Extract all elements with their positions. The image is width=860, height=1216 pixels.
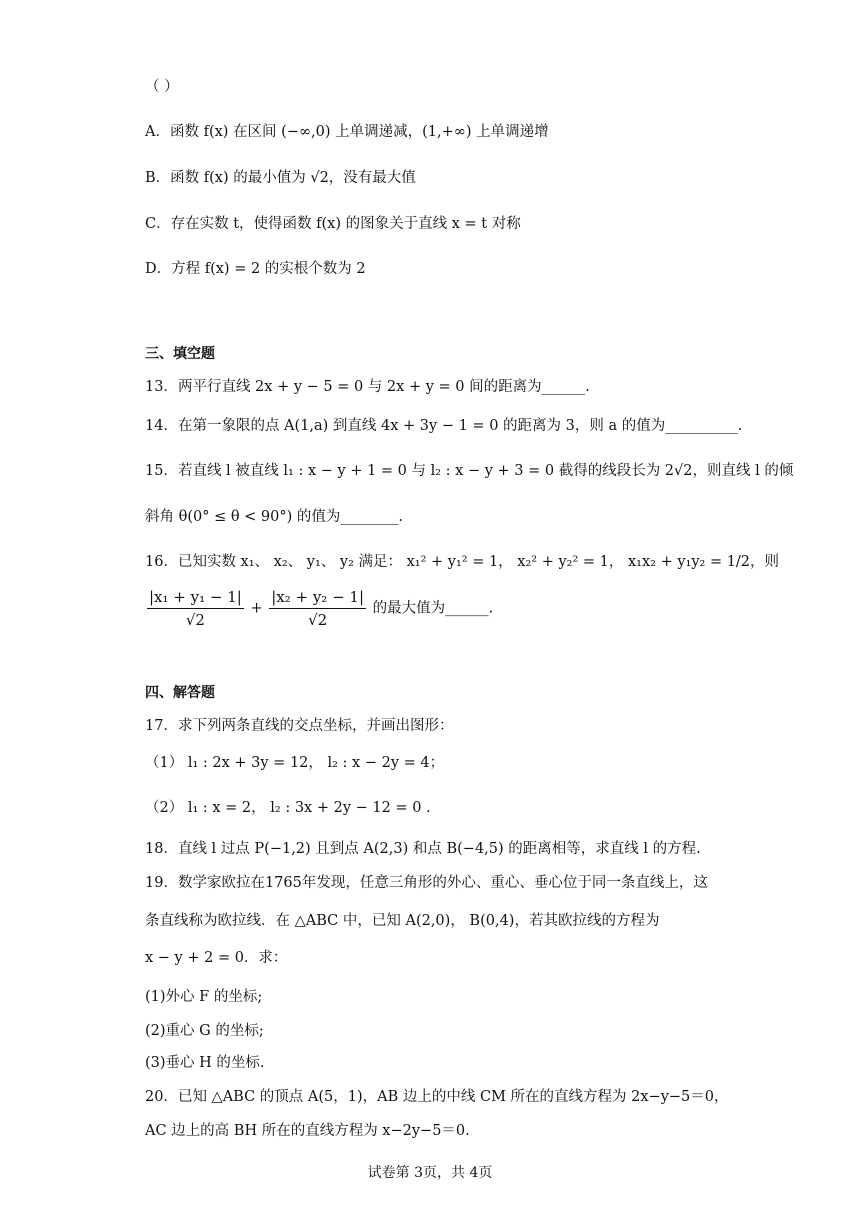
question-14: 14．在第一象限的点 A(1,a) 到直线 4x + 3y − 1 = 0 的距离为 3，则 a 的值为__________. [145,418,743,434]
fraction-1-numerator: |x₁ + y₁ − 1| [147,586,244,609]
question-13: 13．两平行直线 2x + y − 5 = 0 与 2x + y = 0 间的距离为______. [145,379,590,395]
option-d: D．方程 f(x) = 2 的实根个数为 2 [145,261,366,277]
answer-bracket: （ ） [145,79,179,95]
question-19-line1: 19．数学家欧拉在1765年发现，任意三角形的外心、重心、垂心位于同一条直线上，这 [145,875,708,891]
question-17-part1: （1） l₁ : 2x + 3y = 12， l₂ : x − 2y = 4； [145,755,445,771]
fraction-2-denominator: √2 [308,611,328,629]
question-16-line1: 16．已知实数 x₁、 x₂、 y₁、 y₂ 满足： x₁² + y₁² = 1， x₂² + y₂² = 1， x₁x₂ + y₁y₂ = 1/2，则 [145,554,780,570]
question-20-line2: AC 边上的高 BH 所在的直线方程为 x−2y−5＝0. [145,1123,470,1139]
question-19-line2: 条直线称为欧拉线．在 △ABC 中，已知 A(2,0)， B(0,4)，若其欧拉线的方程为 [145,913,660,929]
question-19-part2: (2)重心 G 的坐标; [145,1023,264,1039]
question-16-line2 [145,586,493,631]
option-b: B．函数 f(x) 的最小值为 √2，没有最大值 [145,170,416,186]
question-20-line1: 20．已知 △ABC 的顶点 A(5，1)，AB 边上的中线 CM 所在的直线方程为 2x−y−5＝0， [145,1089,729,1105]
fraction-2-numerator: |x₂ + y₂ − 1| [269,586,366,609]
question-15-line1: 15．若直线 l 被直线 l₁ : x − y + 1 = 0 与 l₂ : x − y + 3 = 0 截得的线段长为 2√2，则直线 l 的倾 [145,463,794,479]
option-c: C．存在实数 t，使得函数 f(x) 的图象关于直线 x = t 对称 [145,216,521,232]
question-16-tail: 的最大值为______. [372,600,494,617]
section-4-heading: 四、解答题 [145,685,215,701]
plus-sign: + [250,600,263,617]
fraction-1-denominator: √2 [185,611,205,629]
question-18: 18．直线 l 过点 P(−1,2) 且到点 A(2,3) 和点 B(−4,5) 的距离相等，求直线 l 的方程. [145,841,701,857]
section-3-heading: 三、填空题 [145,346,215,362]
fraction-2 [269,586,366,631]
page-footer: 试卷第 3页，共 4页 [367,1165,493,1181]
question-19-part1: (1)外心 F 的坐标; [145,989,263,1005]
option-a: A．函数 f(x) 在区间 (−∞,0) 上单调递减，(1,+∞) 上单调递增 [145,124,549,140]
fraction-1 [147,586,244,631]
question-17-part2: （2） l₁ : x = 2， l₂ : 3x + 2y − 12 = 0 . [145,800,431,816]
question-19-line3: x − y + 2 = 0．求： [145,950,288,966]
question-15-line2: 斜角 θ(0° ≤ θ < 90°) 的值为________. [145,509,404,525]
question-17: 17．求下列两条直线的交点坐标，并画出图形： [145,718,454,734]
question-19-part3: (3)垂心 H 的坐标. [145,1055,265,1071]
